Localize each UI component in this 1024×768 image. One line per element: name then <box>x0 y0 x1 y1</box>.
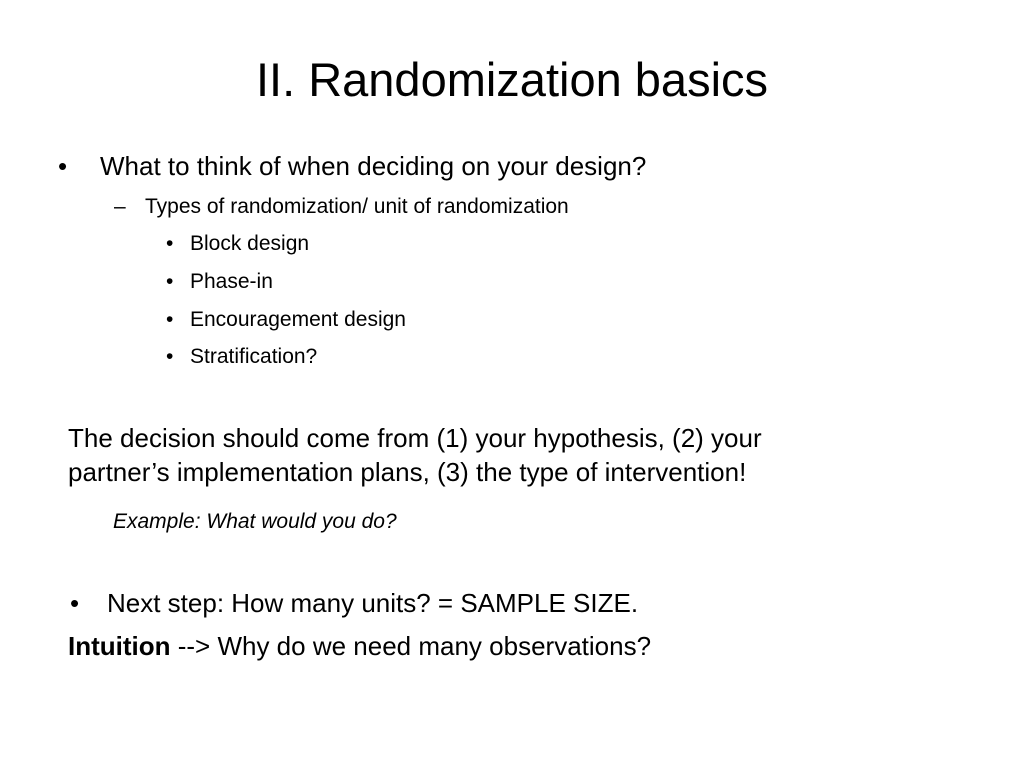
dash-glyph: – <box>114 195 126 218</box>
sub-sub-bullet-text: Stratification? <box>190 345 318 368</box>
paragraph-line: The decision should come from (1) your hypothesis, (2) your <box>68 423 762 453</box>
bullet-glyph: • <box>166 308 174 331</box>
bullet-glyph: • <box>58 151 68 181</box>
bullet-glyph: • <box>166 232 174 255</box>
sub-bullet-text: Types of randomization/ unit of randomization <box>145 195 569 218</box>
slide-title: II. Randomization basics <box>255 53 769 106</box>
sub-sub-bullet-text: Phase-in <box>190 270 273 293</box>
intuition-label: Intuition <box>68 631 171 661</box>
intuition-text: --> Why do we need many observations? <box>170 631 652 661</box>
example-text: Example: What would you do? <box>113 510 397 533</box>
bullet-glyph: • <box>166 270 174 293</box>
bullet-text: What to think of when deciding on your design? <box>100 151 647 181</box>
paragraph-line: partner’s implementation plans, (3) the type of intervention! <box>68 457 747 487</box>
intuition-line <box>68 629 651 663</box>
bullet-glyph: • <box>166 345 174 368</box>
sub-sub-bullet-text: Block design <box>190 232 310 255</box>
bullet-text: Next step: How many units? = SAMPLE SIZE. <box>107 588 639 618</box>
bullet-glyph: • <box>70 588 80 618</box>
sub-sub-bullet-text: Encouragement design <box>190 308 406 331</box>
